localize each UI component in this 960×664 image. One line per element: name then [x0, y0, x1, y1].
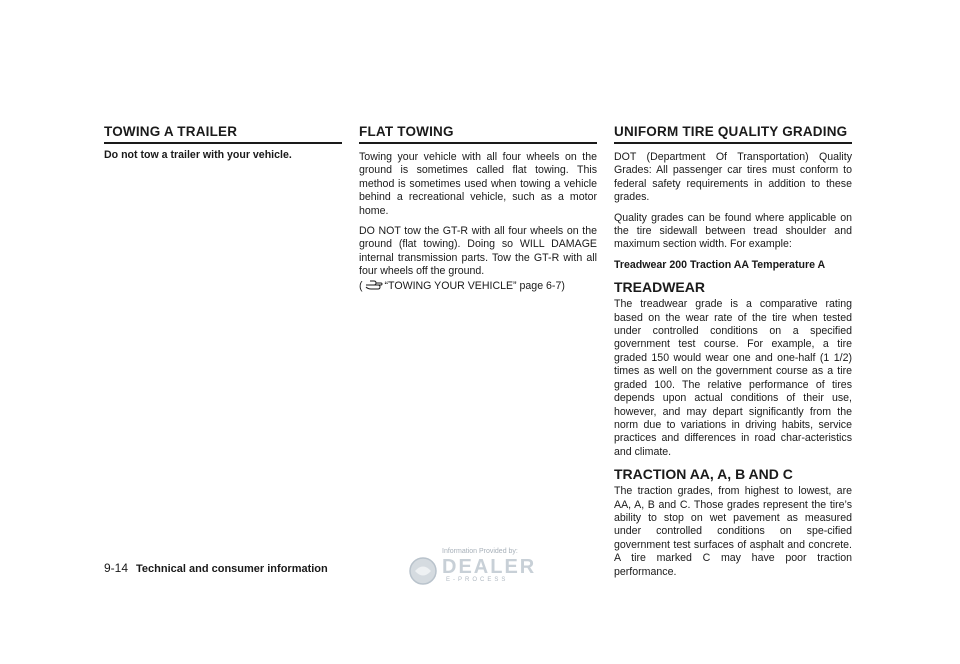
see-reference: “TOWING YOUR VEHICLE” page 6-7)	[384, 279, 565, 292]
utqg-example: Treadwear 200 Traction AA Temperature A	[614, 258, 826, 271]
flat-towing-para-1: Towing your vehicle with all four wheels on the ground is sometimes called flat towing. This method is sometimes used when towing a vehicle behind a recreational vehicle, such as a motor home.	[359, 151, 597, 217]
pointing-hand-icon	[365, 279, 383, 295]
utqg-para-1: DOT (Department Of Transportation) Quality Grades: All passenger car tires must conform to federal safety requirements in addition to these grades.	[614, 151, 852, 204]
watermark-line-3: E-PROCESS	[446, 577, 509, 583]
treadwear-text: The treadwear grade is a comparative rating based on the wear rate of the tire when tested under controlled conditions on a specified government test course. For example, a tire graded 150 would wear one and one-half (1 1/2) times as well on the government course as a tire graded 100. The relative performance of tires depends upon actual conditions of their use, however, and may depart significantly from the norm due to variations in driving habits, service practices and differences in road char-acteristics and climate.	[614, 298, 852, 458]
heading-traction: TRACTION AA, A, B AND C	[614, 466, 793, 483]
flat-towing-para-2-text: DO NOT tow the GT-R with all four wheels on the ground (flat towing). Doing so WILL DAMAGE internal transmission parts. Tow the GT-R with all four wheels off the ground.	[359, 225, 597, 278]
watermark-line-1: Information Provided by:	[442, 548, 518, 555]
dealer-logo-icon	[408, 556, 438, 586]
heading-utqg: UNIFORM TIRE QUALITY GRADING	[614, 124, 852, 144]
heading-flat-towing: FLAT TOWING	[359, 124, 597, 144]
section-title: Technical and consumer information	[136, 563, 328, 575]
flat-towing-para-2	[359, 225, 597, 295]
column-flat-towing	[359, 124, 597, 302]
page-number: 9-14	[104, 561, 129, 575]
dealer-watermark	[408, 548, 548, 588]
heading-towing-trailer: TOWING A TRAILER	[104, 124, 342, 144]
traction-text: The traction grades, from highest to lowest, are AA, A, B and C. Those grades represent the tire’s ability to stop on wet pavement as measured under controlled conditions on spe-cified government test surfaces of asphalt and concrete. A tire marked C may have poor traction performance.	[614, 485, 852, 578]
column-towing-trailer	[104, 124, 342, 161]
watermark-line-2: DEALER	[442, 556, 537, 578]
trailer-warning: Do not tow a trailer with your vehicle.	[104, 149, 292, 161]
column-utqg	[614, 124, 852, 586]
heading-treadwear: TREADWEAR	[614, 279, 705, 296]
page-footer	[104, 561, 328, 575]
utqg-para-2: Quality grades can be found where applicable on the tire sidewall between tread shoulder and maximum section width. For example:	[614, 211, 852, 251]
see-open: (	[359, 279, 363, 292]
